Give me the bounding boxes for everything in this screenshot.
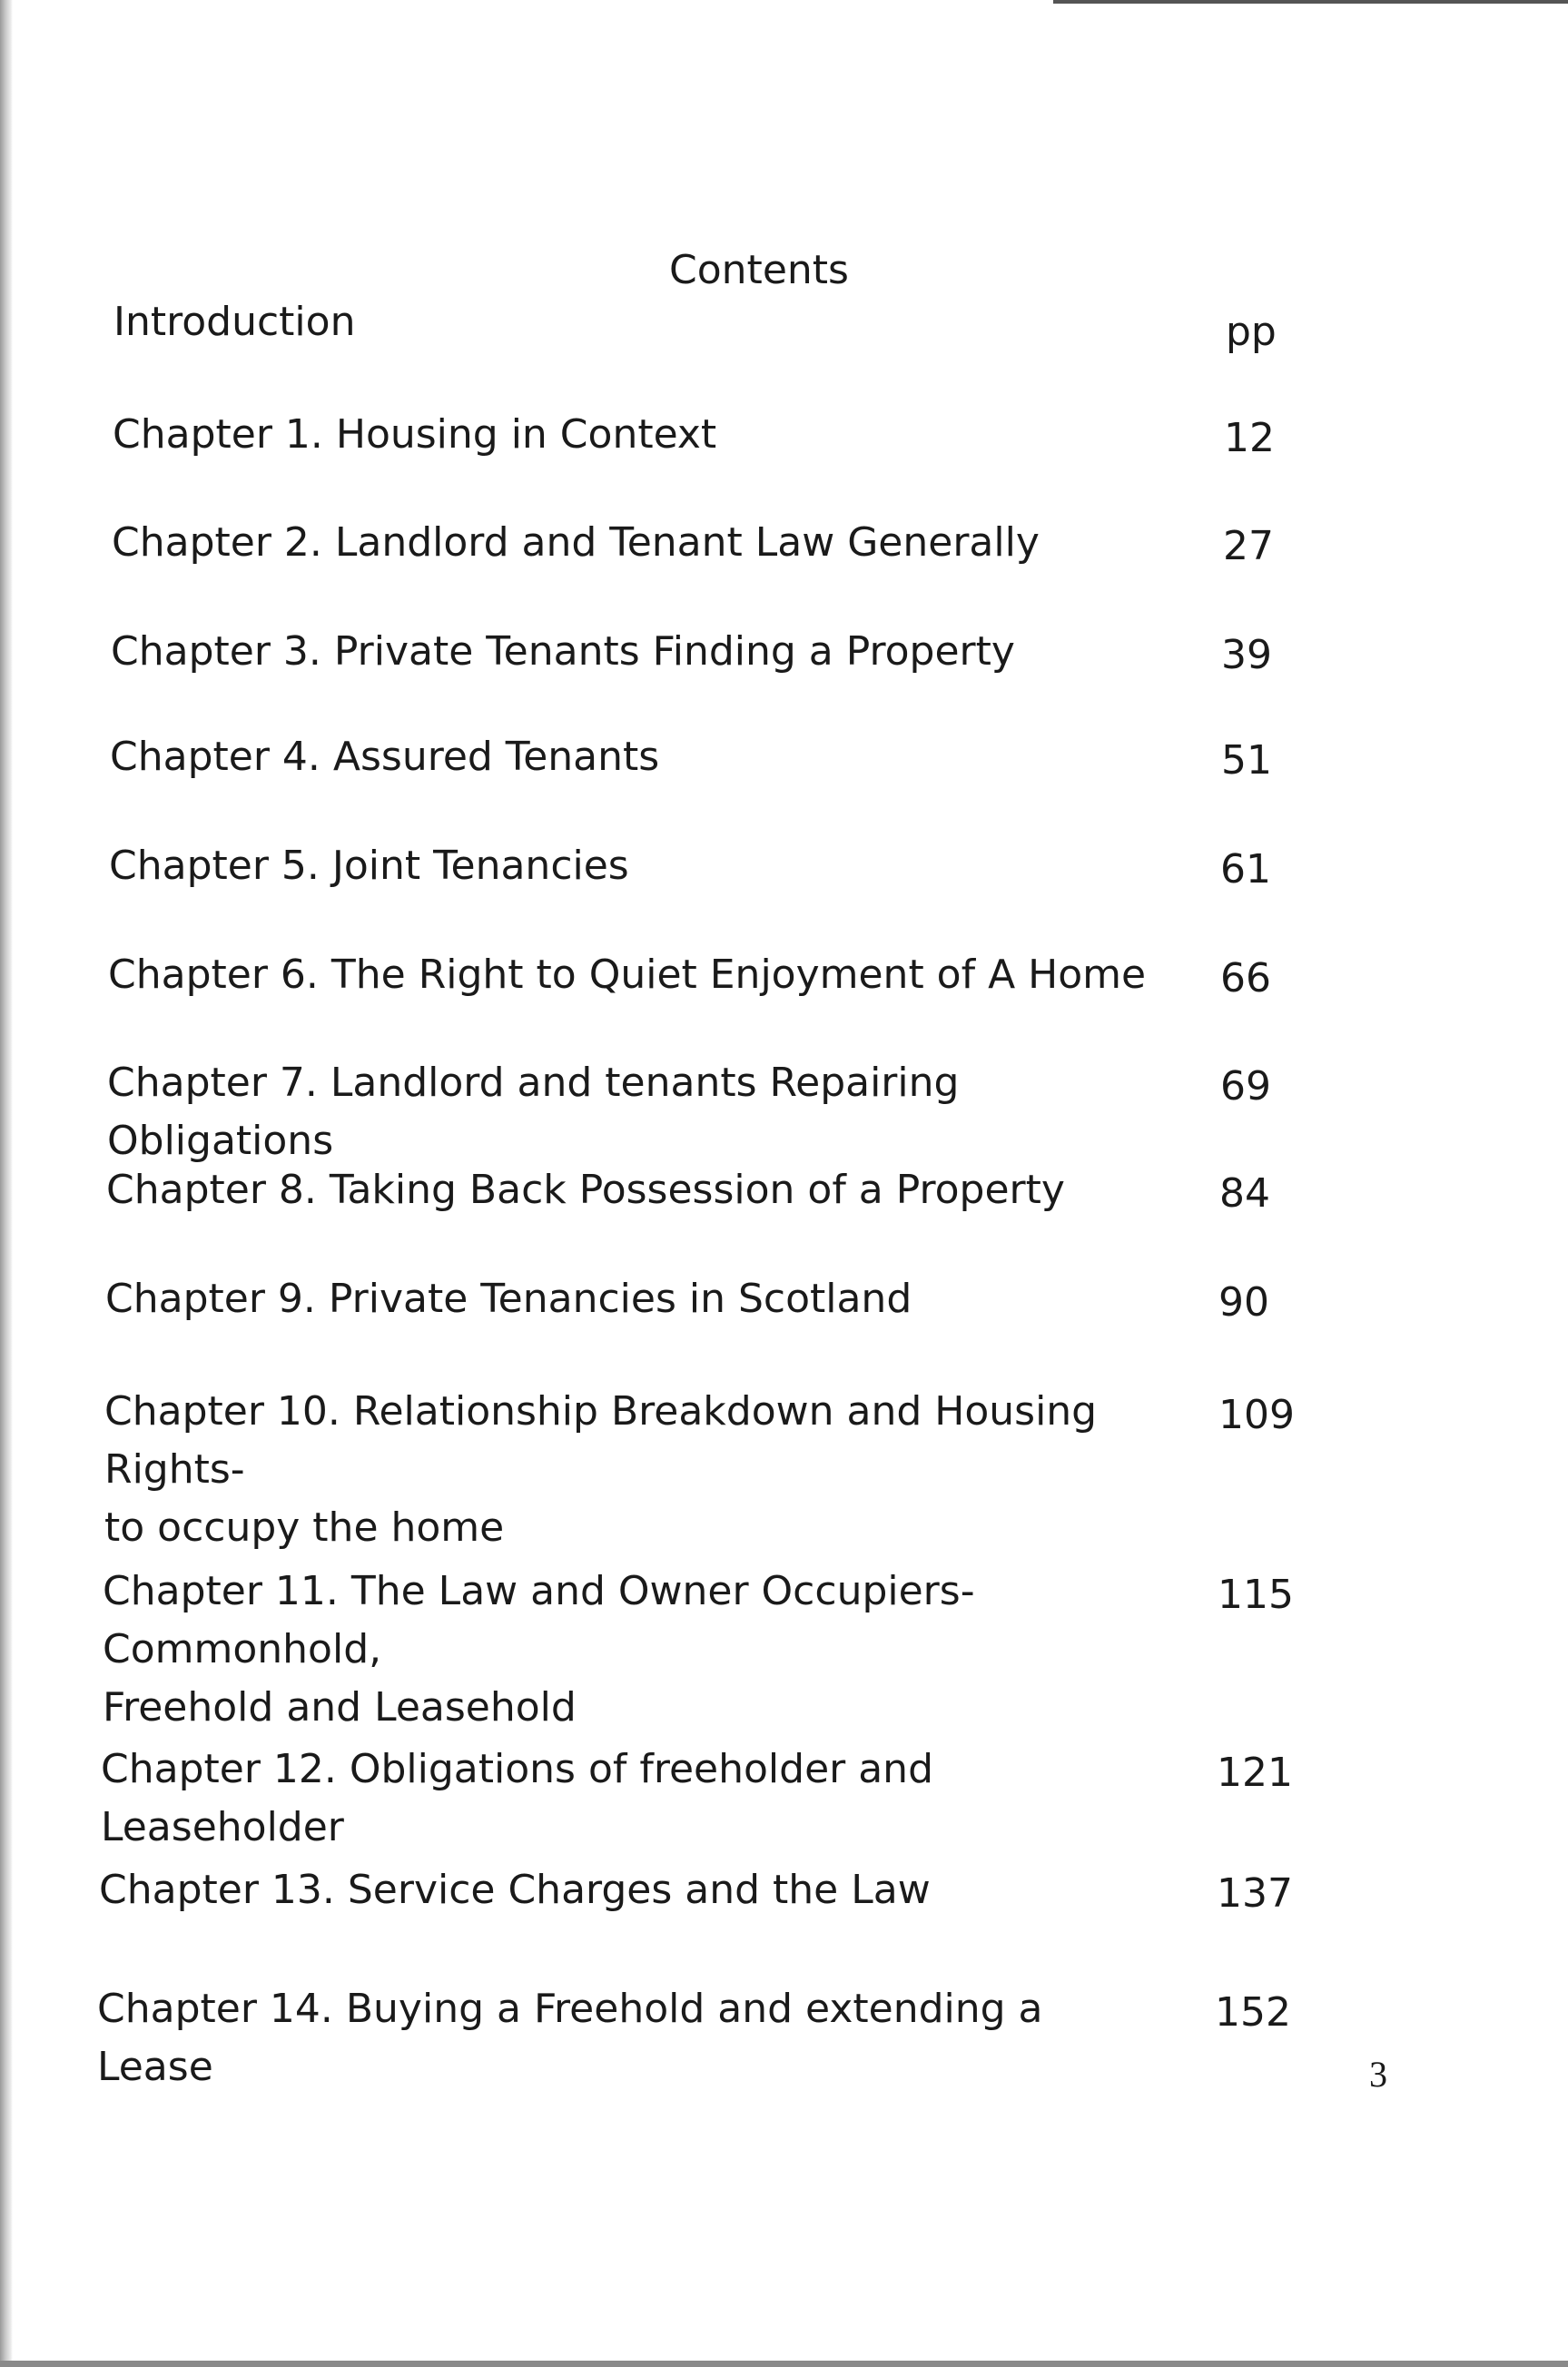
scan-bottom-edge <box>0 2361 1568 2367</box>
toc-entry-page: 84 <box>1219 1170 1270 1217</box>
toc-entry-title: Chapter 1. Housing in Context <box>113 411 717 458</box>
toc-entry-page: 152 <box>1215 1989 1291 2036</box>
toc-entry-page: 109 <box>1218 1392 1295 1438</box>
introduction-label: Introduction <box>113 299 356 345</box>
page-number: 3 <box>1369 2054 1387 2095</box>
toc-entry-title: Chapter 10. Relationship Breakdown and Housing Rights- to occupy the home <box>104 1388 1098 1551</box>
toc-entry-title: Chapter 7. Landlord and tenants Repairing Obligations <box>107 1060 960 1164</box>
toc-entry-title: Chapter 5. Joint Tenancies <box>109 843 629 889</box>
toc-entry-page: 12 <box>1224 415 1275 461</box>
toc-entry-page: 90 <box>1218 1279 1269 1326</box>
toc-entry-page: 115 <box>1218 1572 1294 1618</box>
toc-entry-page: 69 <box>1220 1063 1271 1110</box>
scan-top-edge <box>1053 0 1568 4</box>
toc-entry-page: 51 <box>1221 737 1272 784</box>
toc-entry-title: Chapter 3. Private Tenants Finding a Property <box>111 628 1015 675</box>
toc-entry-title: Chapter 11. The Law and Owner Occupiers-Commonhold, Freehold and Leasehold <box>103 1568 975 1731</box>
toc-entry-title: Chapter 4. Assured Tenants <box>110 734 660 780</box>
page-column-label: pp <box>1226 309 1277 355</box>
contents-heading: Contents <box>669 247 849 293</box>
toc-entry-title: Chapter 13. Service Charges and the Law <box>99 1867 931 1913</box>
scan-left-edge <box>0 0 13 2367</box>
toc-entry-title: Chapter 8. Taking Back Possession of a Property <box>106 1167 1065 1213</box>
toc-entry-page: 137 <box>1217 1870 1293 1917</box>
toc-entry-page: 66 <box>1220 955 1271 1001</box>
toc-entry-title: Chapter 14. Buying a Freehold and extending a Lease <box>97 1986 1043 2090</box>
toc-entry-title: Chapter 2. Landlord and Tenant Law Generally <box>112 519 1040 566</box>
toc-entry-page: 39 <box>1221 632 1272 678</box>
toc-entry-title: Chapter 12. Obligations of freeholder and Leaseholder <box>101 1746 933 1850</box>
toc-entry-page: 121 <box>1217 1750 1293 1796</box>
toc-entry-page: 27 <box>1223 523 1274 569</box>
toc-entry-page: 61 <box>1220 846 1271 893</box>
toc-entry-title: Chapter 6. The Right to Quiet Enjoyment of A Home <box>108 952 1147 998</box>
toc-entry-title: Chapter 9. Private Tenancies in Scotland <box>105 1276 912 1322</box>
